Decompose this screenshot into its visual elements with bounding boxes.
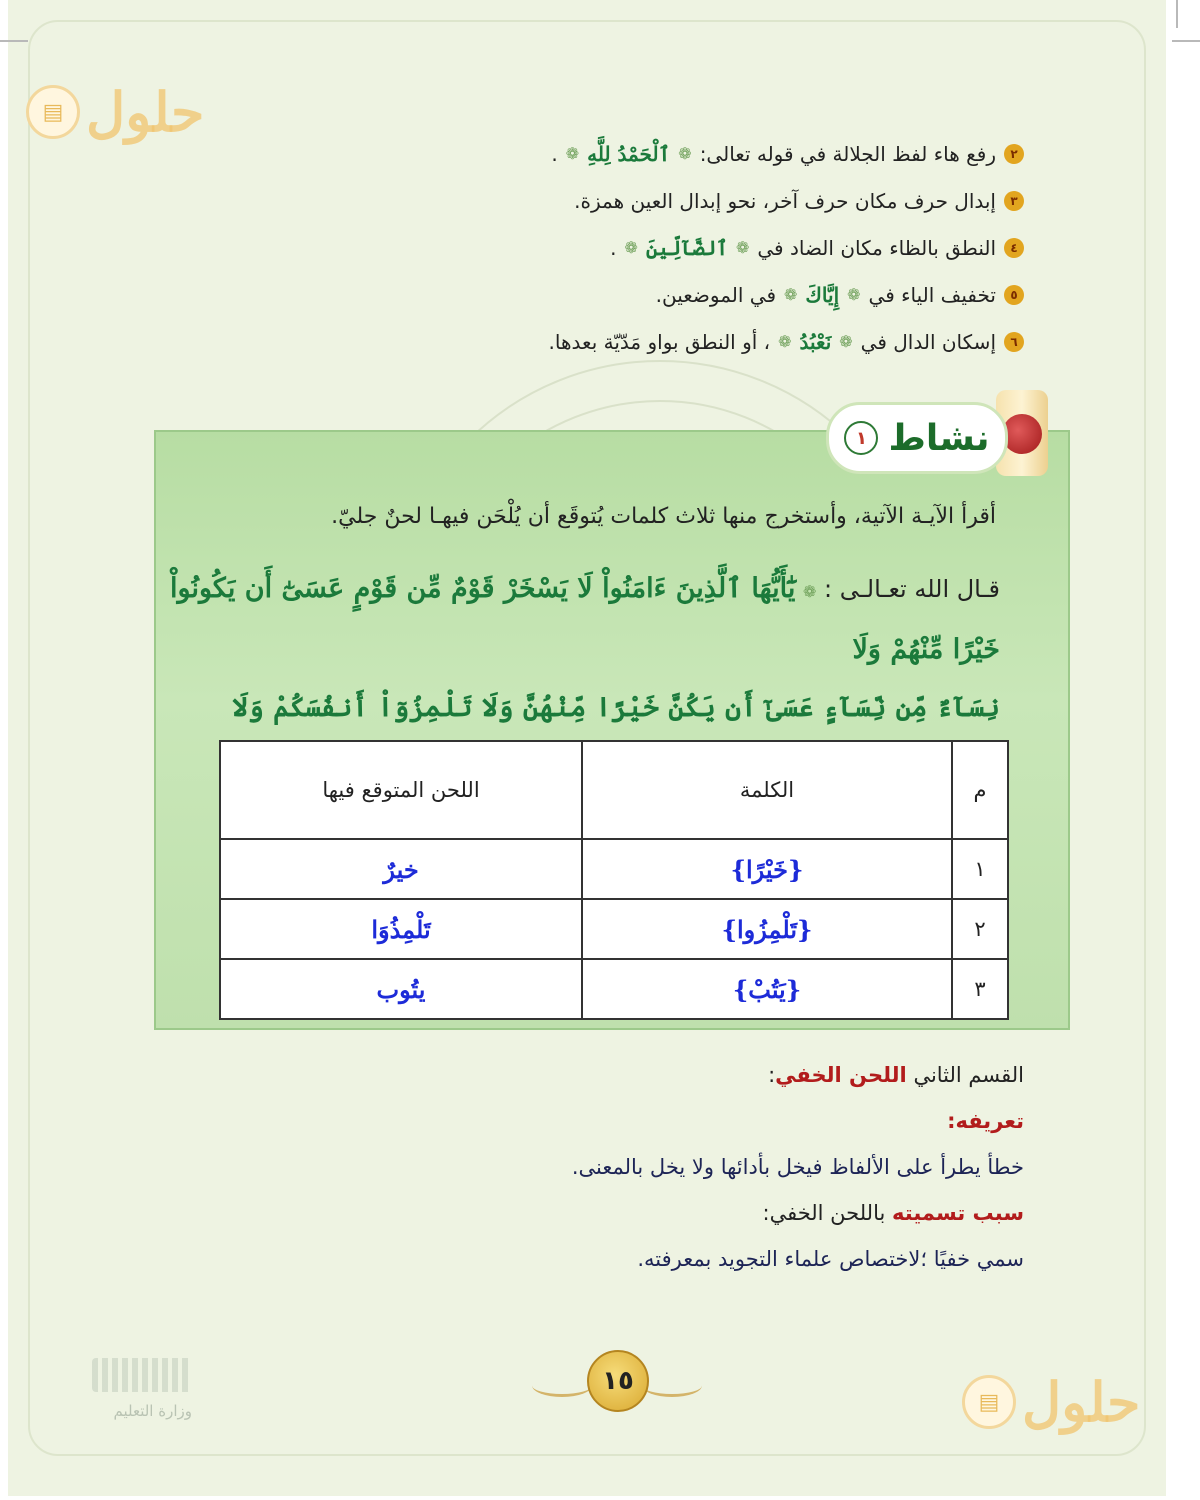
verse-line: نِسَآءٌ مِّن نِّسَآءٍ عَسَىٰٓ أَن يَكُنَّ خَيْرًا مِّنْهُنَّ وَلَا تَلْمِزُوٓاْ أَنفُسَكُمْ وَلَا xyxy=(232,692,1000,723)
verse-text: يَٰٓأَيُّهَا ٱلَّذِينَ ءَامَنُواْ لَا يَسْخَرْ قَوْمٌ مِّن قَوْمٍ عَسَىٰٓ أَن يَكُونُواْ خَيْرًا مِّنْهُمْ وَلَا xyxy=(170,573,1000,665)
quran-bracket-icon: ❁ xyxy=(678,144,692,163)
swirl-ornament xyxy=(642,1374,702,1397)
page-number: ١٥ xyxy=(587,1350,649,1412)
list-item xyxy=(264,318,1024,365)
watermark-logo-top xyxy=(26,80,204,144)
activity-prompt: أقرأ الآيـة الآتية، وأستخرج منها ثلاث كلمات يُتوقَع أن يُلْحَن فيهـا لحنٌ جليّ. xyxy=(331,504,996,529)
hidden-error-section xyxy=(264,1052,1024,1282)
cell-word: {يَتُبْ} xyxy=(582,959,952,1019)
answers-table xyxy=(219,740,1009,1020)
crop-mark xyxy=(1172,40,1200,42)
item-text: رفع هاء لفظ الجلالة في قوله تعالى: xyxy=(699,141,996,166)
item-text: إبدال حرف مكان حرف آخر، نحو إبدال العين همزة. xyxy=(574,188,996,213)
quran-quote: ٱلضَّآلِّينَ xyxy=(645,235,728,260)
errors-list xyxy=(264,130,1024,365)
item-number: ٢ xyxy=(1004,144,1024,164)
verse-line xyxy=(164,560,1000,679)
heading-suffix: : xyxy=(768,1063,776,1087)
item-suffix: . xyxy=(610,235,617,260)
activity-title-pill xyxy=(826,402,1008,474)
quran-bracket-icon: ❁ xyxy=(624,238,638,257)
item-number: ٣ xyxy=(1004,191,1024,211)
item-text: النطق بالظاء مكان الضاد في xyxy=(757,235,996,260)
ministry-logo xyxy=(72,1358,192,1420)
item-number: ٤ xyxy=(1004,238,1024,258)
ministry-dots-icon xyxy=(92,1358,192,1392)
cell-num: ٣ xyxy=(952,959,1008,1019)
item-number: ٦ xyxy=(1004,332,1024,352)
ministry-name: وزارة التعليم xyxy=(113,1402,192,1420)
reason-label-line xyxy=(264,1190,1024,1236)
header-word: الكلمة xyxy=(582,741,952,839)
activity-title: نشاط xyxy=(888,417,990,459)
book-icon: ▤ xyxy=(26,85,80,139)
reason-suffix: باللحن الخفي: xyxy=(762,1201,886,1225)
item-suffix: في الموضعين. xyxy=(655,282,777,307)
watermark-word: حلول xyxy=(1022,1370,1141,1434)
cell-num: ٢ xyxy=(952,899,1008,959)
cell-error: يتُوب xyxy=(220,959,582,1019)
quran-quote: إِيَّاكَ xyxy=(805,282,840,307)
watermark-word: حلول xyxy=(86,80,205,144)
item-text: تخفيف الياء في xyxy=(868,282,996,307)
item-suffix: ، أو النطق بواو مَدّيّة بعدها. xyxy=(548,329,771,354)
quran-bracket-icon: ❁ xyxy=(735,238,750,257)
quran-quote: نَعْبُدُ xyxy=(799,329,832,354)
table-header-row xyxy=(220,741,1008,839)
quran-bracket-icon: ❁ xyxy=(778,332,792,351)
table-row xyxy=(220,839,1008,899)
wax-seal-icon xyxy=(1002,414,1042,454)
cell-error: تَلْمِذُوَا xyxy=(220,899,582,959)
item-text: إسكان الدال في xyxy=(860,329,996,354)
cell-word: {خَيْرًا} xyxy=(582,839,952,899)
quran-bracket-icon: ❁ xyxy=(784,285,798,304)
book-icon: ▤ xyxy=(962,1375,1016,1429)
cell-error: خيرٌ xyxy=(220,839,582,899)
verse-intro: قـال الله تعـالـى : xyxy=(824,575,1000,603)
crop-mark xyxy=(0,40,28,42)
watermark-logo-bottom xyxy=(962,1370,1140,1434)
header-error: اللحن المتوقع فيها xyxy=(220,741,582,839)
header-num: م xyxy=(952,741,1008,839)
textbook-page xyxy=(8,0,1166,1496)
item-number: ٥ xyxy=(1004,285,1024,305)
definition-text: خطأ يطرأ على الألفاظ فيخل بأدائها ولا يخل بالمعنى. xyxy=(571,1155,1024,1179)
section-heading xyxy=(264,1052,1024,1098)
list-item xyxy=(264,177,1024,224)
crop-mark xyxy=(1176,0,1178,28)
page-number-ornament xyxy=(532,1342,702,1422)
heading-highlight: اللحن الخفي xyxy=(775,1063,907,1087)
quran-bracket-icon: ❁ xyxy=(839,332,853,351)
heading-prefix: القسم الثاني xyxy=(913,1063,1024,1087)
definition-label: تعريفه: xyxy=(947,1109,1024,1133)
reason-label: سبب تسميته xyxy=(892,1201,1024,1225)
list-item xyxy=(264,130,1024,177)
list-item xyxy=(264,224,1024,271)
activity-header xyxy=(808,390,1048,476)
quran-bracket-icon: ❁ xyxy=(565,144,580,163)
list-item xyxy=(264,271,1024,318)
table-row xyxy=(220,899,1008,959)
quran-bracket-icon: ❁ xyxy=(802,582,817,601)
table-row xyxy=(220,959,1008,1019)
cell-num: ١ xyxy=(952,839,1008,899)
item-suffix: . xyxy=(551,141,558,166)
activity-number: ١ xyxy=(844,421,878,455)
reason-text: سمي خفيًا ؛لاختصاص علماء التجويد بمعرفته. xyxy=(637,1247,1024,1271)
swirl-ornament xyxy=(532,1374,592,1397)
quran-quote: ٱلْحَمْدُ لِلَّهِ xyxy=(587,141,671,166)
quran-bracket-icon: ❁ xyxy=(847,285,861,304)
definition-label-line xyxy=(264,1098,1024,1144)
cell-word: {تَلْمِزُوا} xyxy=(582,899,952,959)
